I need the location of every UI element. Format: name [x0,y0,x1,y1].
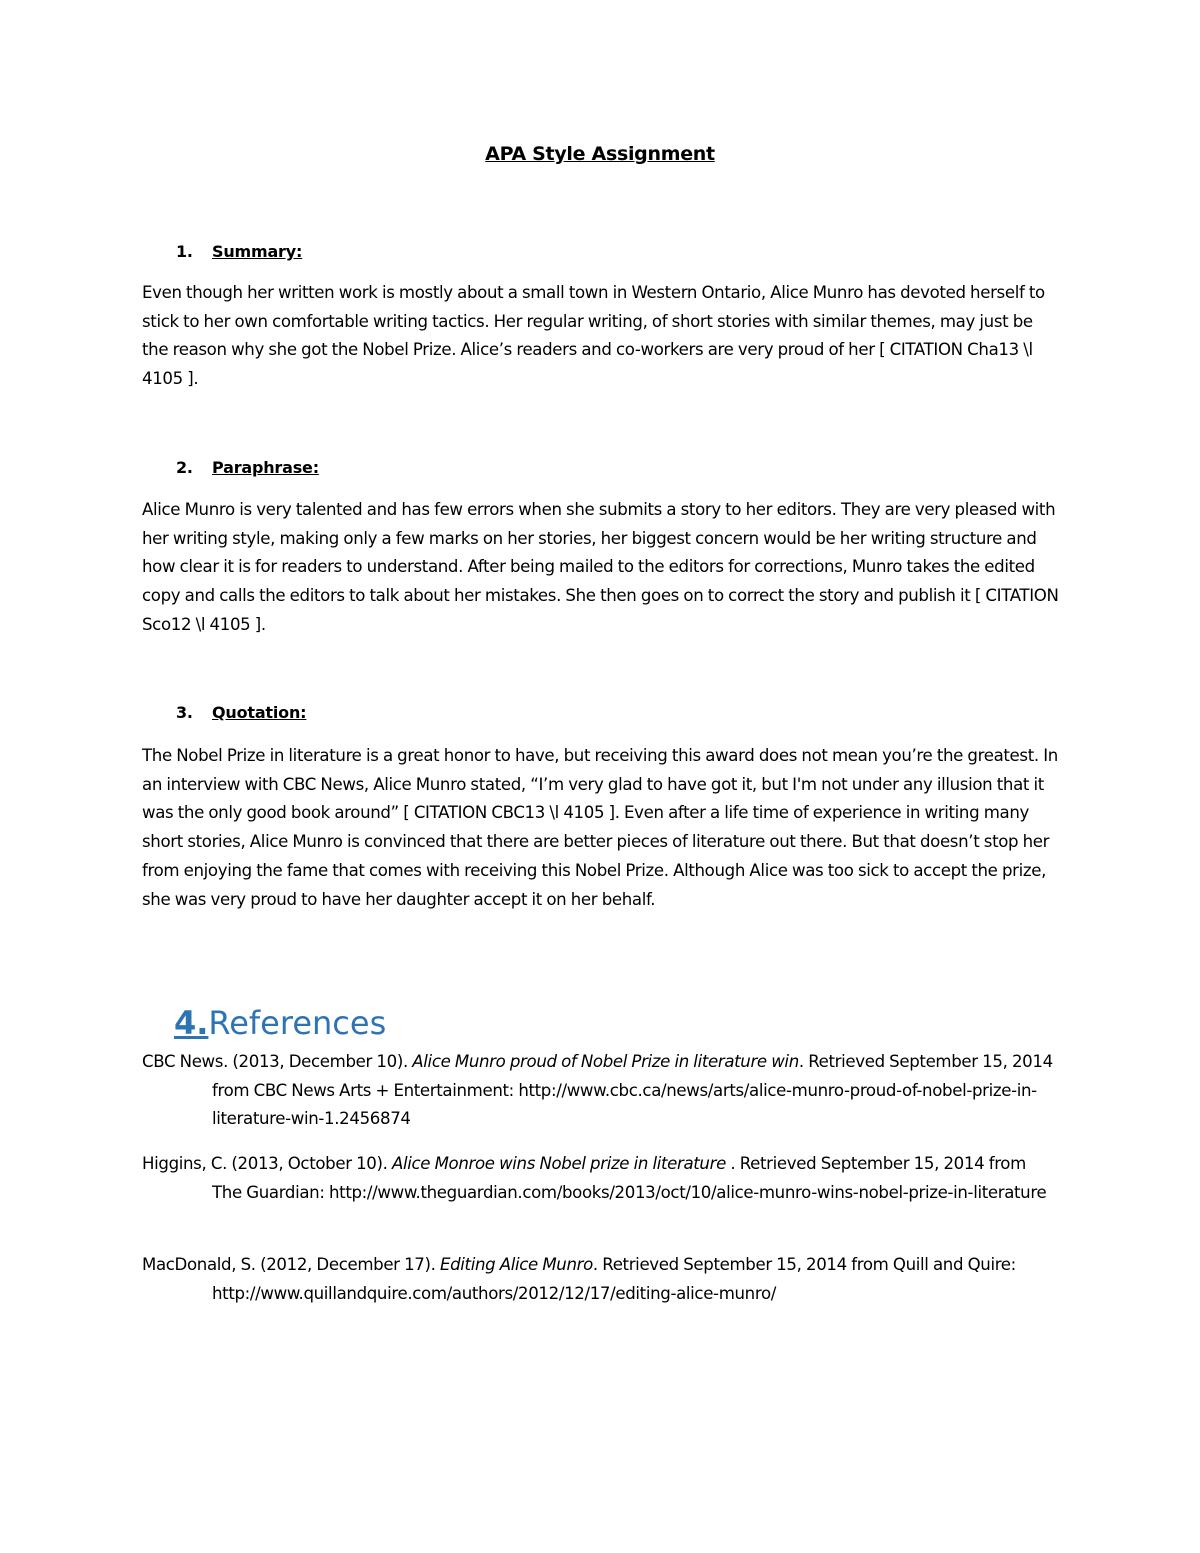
reference-author-date: Higgins, C. (2013, October 10). [142,1154,392,1173]
page-title: APA Style Assignment [485,143,715,165]
paraphrase-paragraph: Alice Munro is very talented and has few errors when she submits a story to her editors. They are very pleased with her writing style, making only a few marks on her stories, her biggest concern would be her writing structure and how clear it is for readers to understand. After being mailed to the editors for corrections, Munro takes the edited copy and calls the editors to talk about her mistakes. She then goes on to correct the story and publish it [ CITATION Sco12 \l 4105 ]. [142,500,1059,634]
reference-title: Alice Monroe wins Nobel prize in literature [392,1154,726,1173]
reference-author-date: MacDonald, S. (2012, December 17). [142,1255,440,1274]
section-label: Summary: [212,242,303,261]
references-number: 4. [174,1004,209,1042]
section-heading-quotation [176,703,306,722]
reference-entry [142,1251,1057,1308]
references-heading [174,1004,386,1042]
reference-source: . Retrieved September 15, 2014 from CBC News Arts + Entertainment: http://www.cbc.ca/news/arts/alice-munro-proud-of-nobel-prize-in-literature-win-1.2456874 [212,1052,1053,1129]
section-heading-paraphrase [176,458,319,477]
reference-title: Editing Alice Munro [439,1255,593,1274]
section-label: Quotation: [212,703,307,722]
reference-source: . Retrieved September 15, 2014 from The Guardian: http://www.theguardian.com/books/2013/oct/10/alice-munro-wins-nobel-prize-in-literature [212,1154,1047,1202]
reference-entry [142,1150,1057,1207]
section-number: 3. [176,703,193,722]
reference-title: Alice Munro proud of Nobel Prize in literature win [412,1052,799,1071]
section-heading-summary [176,242,302,261]
section-number: 2. [176,458,193,477]
reference-entry [142,1048,1057,1134]
reference-author-date: CBC News. (2013, December 10). [142,1052,413,1071]
quotation-paragraph: The Nobel Prize in literature is a great honor to have, but receiving this award does not mean you’re the greatest. In an interview with CBC News, Alice Munro stated, “I’m very glad to have got it, but I'm not under any illusion that it was the only good book around” [ CITATION CBC13 \l 4105 ]. Even after a life time of experience in writing many short stories, Alice Munro is convinced that there are better pieces of literature out there. But that doesn’t stop her from enjoying the fame that comes with receiving this Nobel Prize. Although Alice was too sick to accept the prize, she was very proud to have her daughter accept it on her behalf. [142,746,1058,909]
summary-paragraph: Even though her written work is mostly about a small town in Western Ontario, Alice Munro has devoted herself to stick to her own comfortable writing tactics. Her regular writing, of short stories with similar themes, may just be the reason why she got the Nobel Prize. Alice’s readers and co-workers are very proud of her [ CITATION Cha13 \l 4105 ]. [142,283,1045,389]
section-label: Paraphrase: [212,458,319,477]
section-number: 1. [176,242,193,261]
references-label: References [208,1004,387,1042]
reference-source: . Retrieved September 15, 2014 from Quill and Quire: http://www.quillandquire.com/authors/2012/12/17/editing-alice-munro/ [212,1255,1016,1303]
